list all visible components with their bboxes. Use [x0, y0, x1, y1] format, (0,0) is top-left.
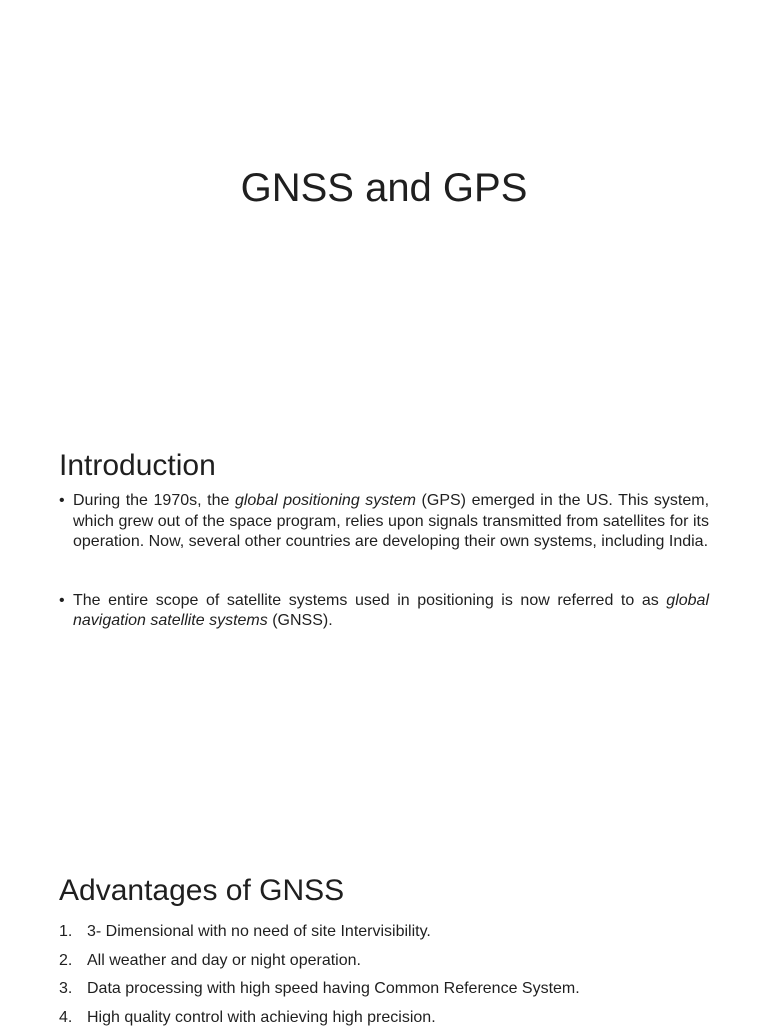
bullet-italic-term: global positioning system	[235, 492, 416, 509]
slide-title: GNSS and GPS	[0, 166, 768, 211]
list-item-text: All weather and day or night operation.	[87, 952, 361, 969]
advantages-list	[59, 918, 739, 1032]
introduction-slide	[0, 432, 768, 864]
list-item	[59, 918, 739, 947]
list-item-number: 1.	[59, 918, 72, 947]
bullet-gps-history	[59, 491, 709, 553]
bullet-marker: •	[59, 591, 65, 612]
bullet-gnss-definition	[59, 591, 709, 632]
bullet-text-part: (GPS) emerged in the US. This system, which grew out of the space program, relies upon signals transmitted from satellites for its operation. Now, several other countries are developing their own systems, including India.	[73, 492, 709, 550]
list-item	[59, 1004, 739, 1032]
bullet-text-part: (GNSS).	[268, 612, 333, 629]
bullet-text-part: The entire scope of satellite systems used in positioning is now referred to as	[73, 592, 666, 609]
list-item-number: 2.	[59, 947, 72, 976]
list-item	[59, 975, 739, 1004]
introduction-bullet-list	[59, 491, 709, 670]
list-item-number: 3.	[59, 975, 72, 1004]
advantages-heading: Advantages of GNSS	[59, 874, 344, 908]
introduction-heading: Introduction	[59, 449, 216, 483]
list-item-text: High quality control with achieving high precision.	[87, 1009, 436, 1026]
bullet-marker: •	[59, 491, 65, 512]
list-item-text: 3- Dimensional with no need of site Intervisibility.	[87, 923, 431, 940]
bullet-text-part: During the 1970s, the	[73, 492, 235, 509]
bullet-italic-term: global navigation satellite systems	[73, 592, 709, 630]
list-item-text: Data processing with high speed having Common Reference System.	[87, 980, 580, 997]
list-item	[59, 947, 739, 976]
advantages-slide	[0, 864, 768, 1024]
title-slide	[0, 0, 768, 432]
list-item-number: 4.	[59, 1004, 72, 1032]
